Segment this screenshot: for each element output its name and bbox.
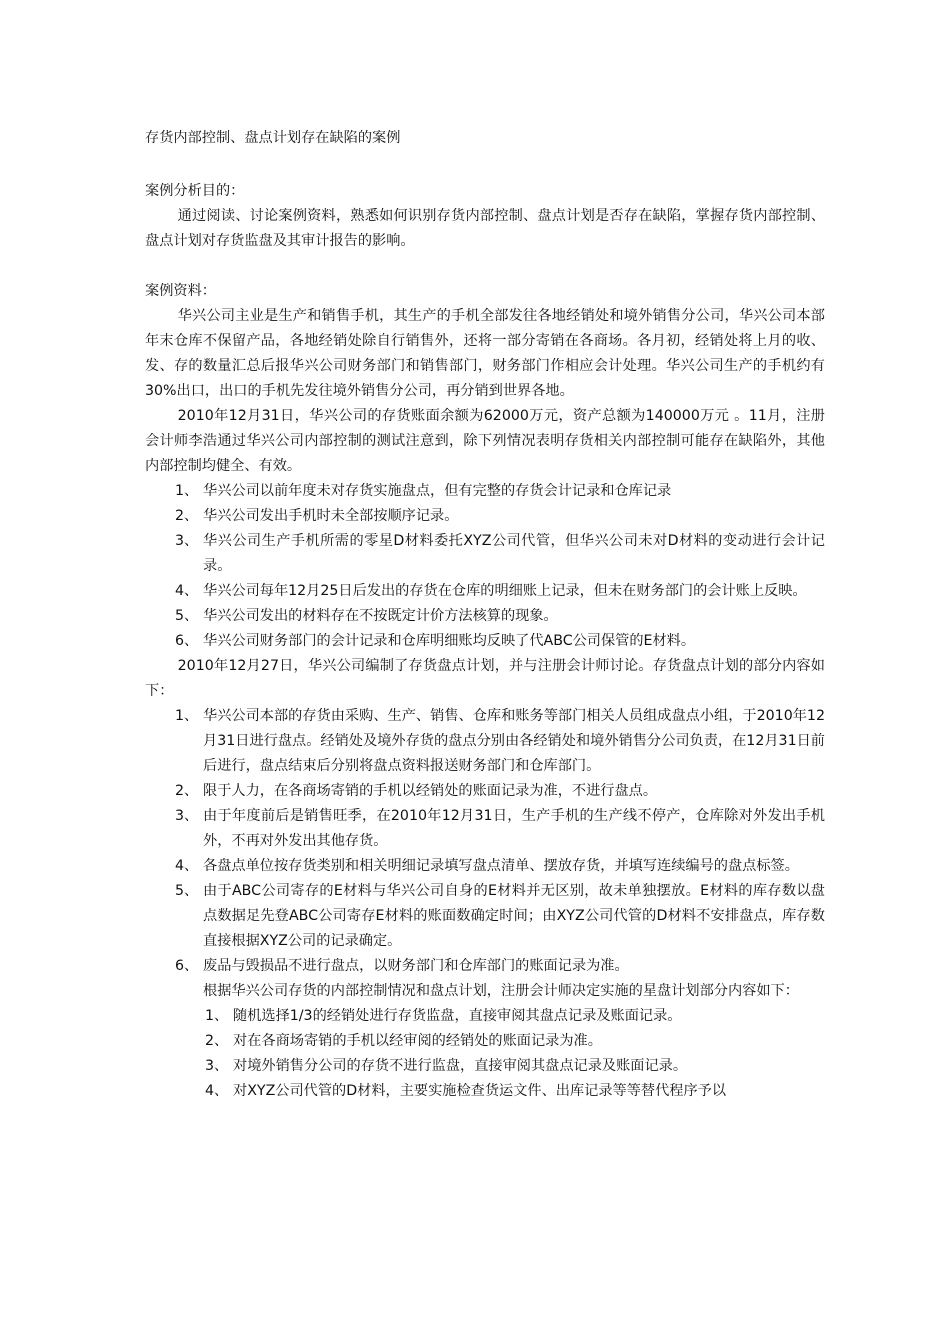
list-item xyxy=(145,479,825,504)
inventory-plan-list xyxy=(145,704,825,979)
list-item-number: 3、 xyxy=(175,533,199,549)
auditor-plan-list xyxy=(145,1004,825,1104)
list-item xyxy=(145,504,825,529)
list-item xyxy=(145,579,825,604)
list-item-number: 1、 xyxy=(175,708,199,724)
list-item xyxy=(145,804,825,854)
list-item-text: 华兴公司每年12月25日后发出的存货在仓库的明细账上记录，但未在财务部门的会计账上反映。 xyxy=(203,583,807,599)
list-item-number: 6、 xyxy=(175,633,199,649)
list-item xyxy=(145,604,825,629)
list-item-number: 6、 xyxy=(175,958,199,974)
list-item xyxy=(145,1029,825,1054)
list-item xyxy=(145,629,825,654)
list-item xyxy=(145,779,825,804)
list-item-number: 4、 xyxy=(205,1083,229,1099)
list-item xyxy=(145,529,825,579)
document-title: 存货内部控制、盘点计划存在缺陷的案例 xyxy=(145,130,401,146)
list-item-number: 5、 xyxy=(175,883,199,899)
list-item-text: 限于人力，在各商场寄销的手机以经销处的账面记录为准，不进行盘点。 xyxy=(203,783,658,799)
material-paragraph-2: 2010年12月31日，华兴公司的存货账面余额为62000万元，资产总额为140000万元 。11月，注册会计师李浩通过华兴公司内部控制的测试注意到，除下列情况表明存货相关内部控制可能存在缺陷外，其他内部控制均健全、有效。 xyxy=(145,408,825,474)
purpose-text: 通过阅读、讨论案例资料，熟悉如何识别存货内部控制、盘点计划是否存在缺陷，掌握存货内部控制、盘点计划对存货监盘及其审计报告的影响。 xyxy=(145,208,825,249)
material-paragraph-4: 根据华兴公司存货的内部控制情况和盘点计划，注册会计师决定实施的星盘计划部分内容如下： xyxy=(203,983,799,999)
purpose-heading: 案例分析目的： xyxy=(145,183,245,199)
list-item xyxy=(145,1054,825,1079)
list-item-number: 1、 xyxy=(175,483,199,499)
list-item-text: 对在各商场寄销的手机以经审阅的经销处的账面记录为准。 xyxy=(233,1033,602,1049)
material-heading: 案例资料： xyxy=(145,283,216,299)
list-item-text: 各盘点单位按存货类别和相关明细记录填写盘点清单、摆放存货，并填写连续编号的盘点标签。 xyxy=(203,858,799,874)
list-item-number: 1、 xyxy=(205,1008,229,1024)
list-item-text: 华兴公司本部的存货由采购、生产、销售、仓库和账务等部门相关人员组成盘点小组，于2010年12月31日进行盘点。经销处及境外存货的盘点分别由各经销处和境外销售分公司负责，在12月31日前后进行，盘点结束后分别将盘点资料报送财务部门和仓库部门。 xyxy=(203,708,825,774)
list-item-text: 华兴公司发出手机时未全部按顺序记录。 xyxy=(203,508,459,524)
list-item-number: 3、 xyxy=(175,808,199,824)
document-page xyxy=(145,118,825,1104)
list-item-text: 由于ABC公司寄存的E材料与华兴公司自身的E材料并无区别，故未单独摆放。E材料的库存数以盘点数据足先登ABC公司寄存E材料的账面数确定时间；由XYZ公司代管的D材料不安排盘点，库存数直接根据XYZ公司的记录确定。 xyxy=(203,883,825,949)
list-item-text: 随机选择1/3的经销处进行存货监盘，直接审阅其盘点记录及账面记录。 xyxy=(233,1008,682,1024)
list-item-number: 4、 xyxy=(175,858,199,874)
spacer xyxy=(145,254,825,279)
list-item-number: 5、 xyxy=(175,608,199,624)
list-item-text: 华兴公司生产手机所需的零星D材料委托XYZ公司代管，但华兴公司未对D材料的变动进行会计记录。 xyxy=(203,533,825,574)
list-item-text: 华兴公司财务部门的会计记录和仓库明细账均反映了代ABC公司保管的E材料。 xyxy=(203,633,696,649)
list-item-number: 4、 xyxy=(175,583,199,599)
list-item-number: 2、 xyxy=(175,508,199,524)
list-item xyxy=(145,954,825,979)
list-item-text: 由于年度前后是销售旺季，在2010年12月31日，生产手机的生产线不停产，仓库除对外发出手机外，不再对外发出其他存货。 xyxy=(203,808,825,849)
list-item-text: 对XYZ公司代管的D材料，主要实施检查货运文件、出库记录等等替代程序予以 xyxy=(233,1083,727,1099)
material-paragraph-1: 华兴公司主业是生产和销售手机，其生产的手机全部发往各地经销处和境外销售分公司，华兴公司本部年末仓库不保留产品，各地经销处除自行销售外，还将一部分寄销在各商场。各月初，经销处将上月的收、发、存的数量汇总后报华兴公司财务部门和销售部门，财务部门作相应会计处理。华兴公司生产的手机约有30%出口，出口的手机先发往境外销售分公司，再分销到世界各地。 xyxy=(145,308,825,399)
list-item-number: 2、 xyxy=(205,1033,229,1049)
list-item xyxy=(145,704,825,779)
list-item-text: 对境外销售分公司的存货不进行监盘，直接审阅其盘点记录及账面记录。 xyxy=(233,1058,688,1074)
control-deficiency-list xyxy=(145,479,825,654)
material-paragraph-3: 2010年12月27日，华兴公司编制了存货盘点计划，并与注册会计师讨论。存货盘点计划的部分内容如下： xyxy=(145,658,825,699)
list-item-text: 华兴公司发出的材料存在不按既定计价方法核算的现象。 xyxy=(203,608,558,624)
list-item xyxy=(145,1079,825,1104)
list-item-text: 废品与毁损品不进行盘点，以财务部门和仓库部门的账面记录为准。 xyxy=(203,958,629,974)
list-item xyxy=(145,854,825,879)
list-item-number: 3、 xyxy=(205,1058,229,1074)
list-item xyxy=(145,879,825,954)
list-item-text: 华兴公司以前年度未对存货实施盘点，但有完整的存货会计记录和仓库记录 xyxy=(203,483,672,499)
list-item xyxy=(145,1004,825,1029)
list-item-number: 2、 xyxy=(175,783,199,799)
